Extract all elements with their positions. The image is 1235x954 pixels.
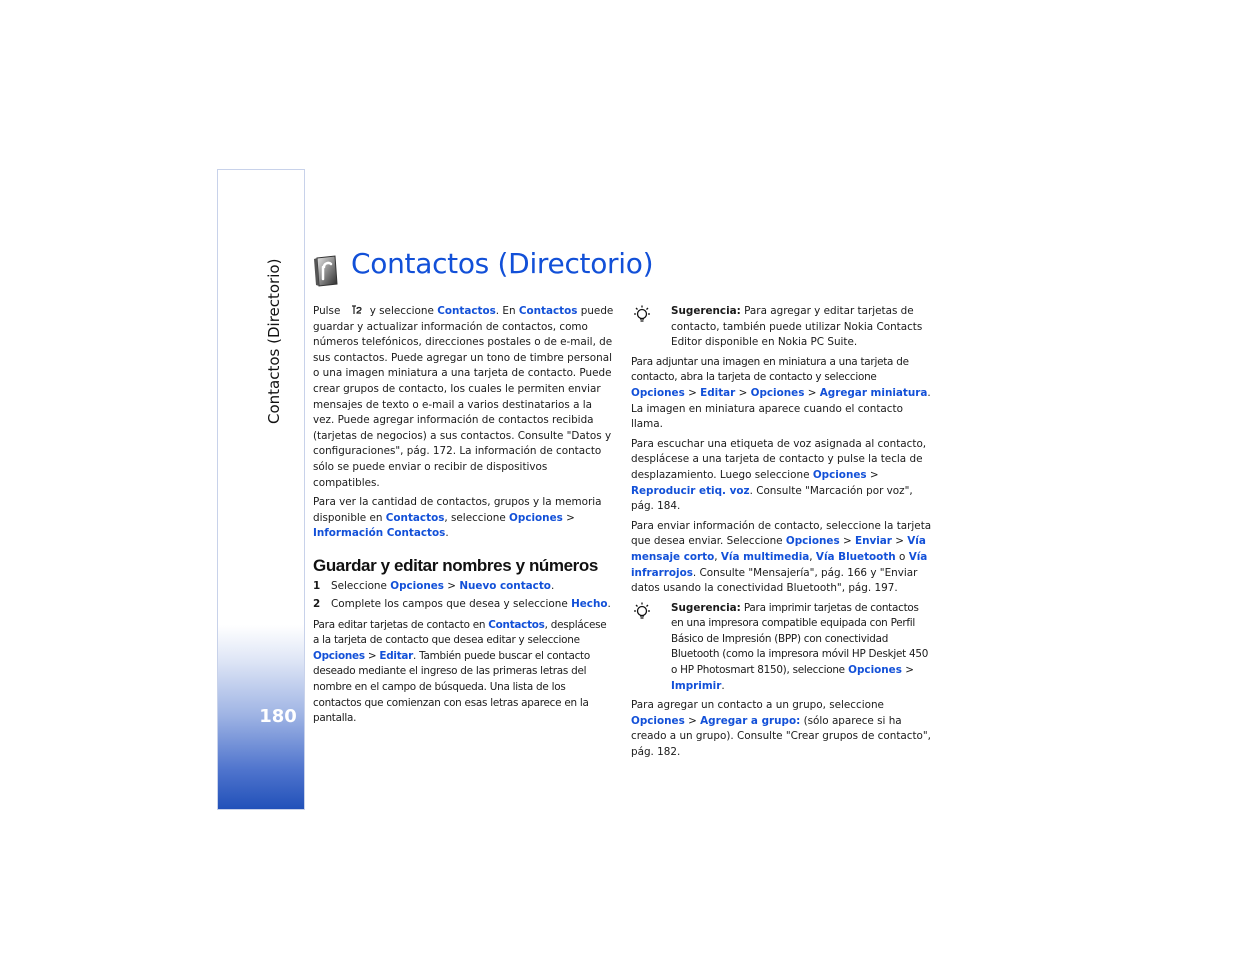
steps-list — [313, 579, 615, 613]
lightbulb-icon — [631, 304, 671, 328]
via-multimedia-link[interactable]: Vía multimedia — [720, 550, 810, 563]
agregar-miniatura-link[interactable]: Agregar miniatura — [819, 386, 928, 399]
opciones-link[interactable]: Opciones — [848, 664, 902, 677]
right-column — [631, 304, 933, 765]
via-infrarrojos-link[interactable]: Vía infrarrojos — [631, 550, 928, 579]
list-item: 1 Seleccione Opciones > Nuevo contacto. — [313, 579, 555, 592]
opciones-link[interactable]: Opciones — [812, 468, 867, 481]
opciones-link[interactable]: Opciones — [509, 511, 563, 524]
voice-tag-paragraph: Para escuchar una etiqueta de voz asignada al contacto, desplácese a una tarjeta de contacto y pulse la tecla de desplazamiento. Luego seleccione Opciones > Reproducir etiq. voz. Consulte "Marcación por voz", pág. 184. — [631, 437, 927, 513]
page-title: Contactos (Directorio) — [351, 247, 654, 280]
contactos-link[interactable]: Contactos — [488, 618, 545, 631]
lightbulb-icon — [631, 601, 671, 625]
section-heading: Guardar y editar nombres y números — [313, 555, 598, 575]
opciones-link[interactable]: Opciones — [631, 386, 685, 399]
imprimir-link[interactable]: Imprimir — [671, 679, 722, 692]
agregar-a-grupo-link[interactable]: Agregar a grupo: — [700, 714, 801, 727]
opciones-link[interactable]: Opciones — [750, 386, 805, 399]
via-mensaje-corto-link[interactable]: Vía mensaje corto — [631, 535, 926, 563]
tip-label: Sugerencia: — [671, 305, 741, 317]
opciones-link[interactable]: Opciones — [631, 714, 685, 727]
contactos-link[interactable]: Contactos — [385, 511, 445, 524]
edit-paragraph: Para editar tarjetas de contacto en Contactos, desplácese a la tarjeta de contacto que desea editar y seleccione Opciones > Editar. También puede buscar el contacto deseado mediante el ingreso de las primeras letras del nombre en el campo de búsqueda. Una lista de los contactos que comienzan con esas letras aparece en la pantalla. — [313, 618, 607, 725]
page-number: 180 — [259, 706, 297, 727]
editar-link[interactable]: Editar — [379, 649, 414, 662]
via-bluetooth-link[interactable]: Vía Bluetooth — [815, 550, 896, 563]
intro-paragraph: Pulse y seleccione Contactos. En Contactos puede guardar y actualizar información de contactos, como números telefónicos, direcciones postales o de e-mail, de sus contactos. Puede agregar un tono de timbre personal o una imagen miniatura a una tarjeta de contacto. Puede crear grupos de contacto, los cuales le permiten enviar mensajes de texto o e-mail a varios destinatarios a la vez. Puede agregar información de contactos recibida (tarjetas de negocios) a sus contactos. Consulte "Datos y configuraciones", pág. 172. La información de contacto sólo se puede enviar o recibir de dispositivos compatibles. — [313, 305, 614, 489]
list-item: 2 Complete los campos que desea y seleccione Hecho. — [313, 598, 611, 611]
opciones-link[interactable]: Opciones — [313, 649, 365, 662]
memory-paragraph: Para ver la cantidad de contactos, grupos y la memoria disponible en Contactos, seleccione Opciones > Información Contactos. — [313, 496, 602, 540]
enviar-link[interactable]: Enviar — [854, 535, 892, 548]
opciones-link[interactable]: Opciones — [390, 579, 444, 592]
opciones-link[interactable]: Opciones — [785, 535, 840, 548]
nuevo-contacto-link[interactable]: Nuevo contacto — [459, 579, 551, 592]
left-column — [313, 304, 615, 731]
tip-box: Sugerencia: Para imprimir tarjetas de contactos en una impresora compatible equipada con Perfil Básico de Impresión (BPP) con conectividad Bluetooth (como la impresora móvil HP Deskjet 450 o HP Photosmart 8150), seleccione Opciones > Imprimir. — [631, 601, 933, 695]
editar-link[interactable]: Editar — [700, 386, 736, 399]
menu-key-icon — [350, 304, 364, 316]
group-paragraph: Para agregar un contacto a un grupo, seleccione Opciones > Agregar a grupo: (sólo aparece si ha creado a un grupo). Consulte "Crear grupos de contacto", pág. 182. — [631, 699, 931, 759]
tip-label: Sugerencia: — [671, 601, 741, 614]
hecho-link[interactable]: Hecho — [571, 598, 608, 611]
sidebar-section-title: Contactos (Directorio) — [265, 258, 283, 424]
tip-box: Sugerencia: Para agregar y editar tarjetas de contacto, también puede utilizar Nokia Contacts Editor disponible en Nokia PC Suite. — [631, 304, 933, 351]
thumbnail-paragraph: Para adjuntar una imagen en miniatura a una tarjeta de contacto, abra la tarjeta de contacto y seleccione Opciones > Editar > Opciones > Agregar miniatura. La imagen en miniatura aparece cuando el contacto llama. — [631, 355, 931, 431]
contacts-book-icon — [313, 255, 339, 287]
send-paragraph: Para enviar información de contacto, seleccione la tarjeta que desea enviar. Seleccione Opciones > Enviar > Vía mensaje corto, Vía multimedia, Vía Bluetooth o Vía infrarrojos. Consulte "Mensajería", pág. 166 y "Enviar datos usando la conectividad Bluetooth", pág. 197. — [631, 519, 932, 595]
reproducir-etiq-voz-link[interactable]: Reproducir etiq. voz — [631, 484, 750, 497]
contactos-link[interactable]: Contactos — [437, 305, 496, 317]
informacion-contactos-link[interactable]: Información Contactos — [313, 527, 446, 540]
contactos-link[interactable]: Contactos — [518, 305, 578, 317]
